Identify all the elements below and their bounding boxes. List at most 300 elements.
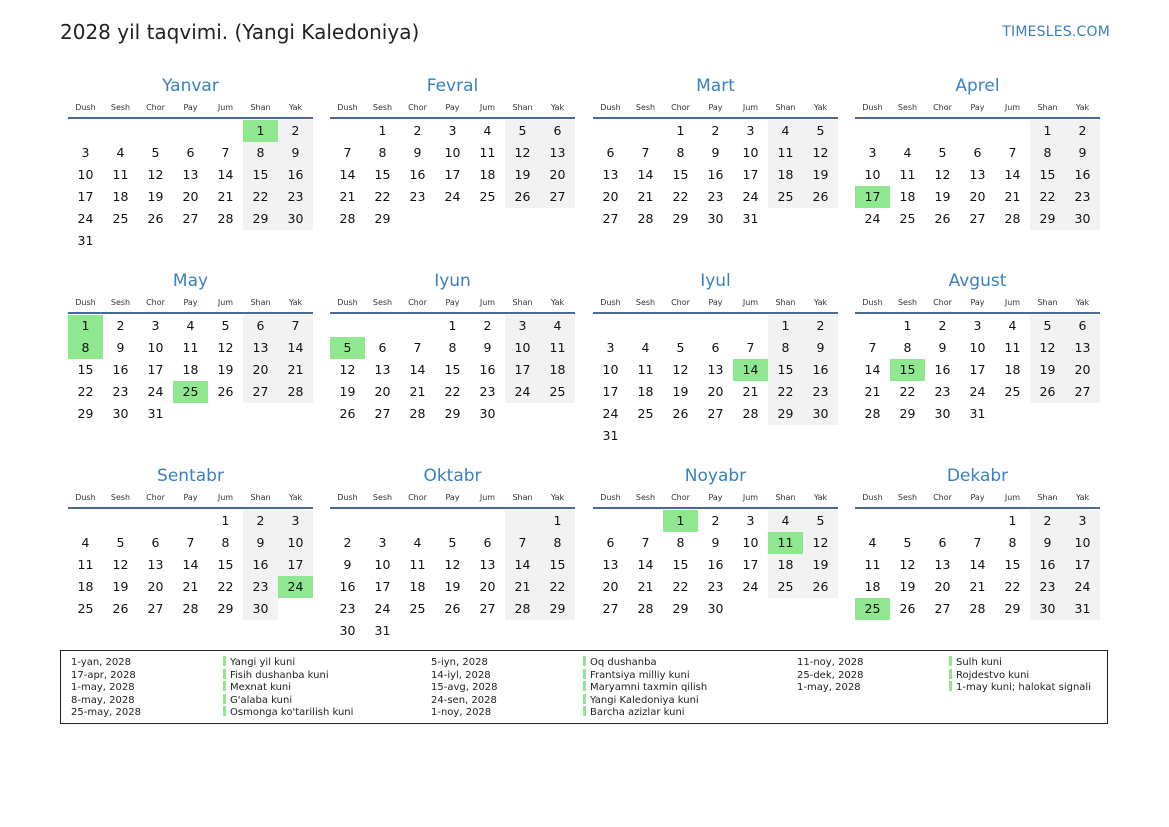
day-cell[interactable]: 22 <box>672 579 689 594</box>
day-cell[interactable]: 8 <box>1030 142 1065 164</box>
day-cell[interactable]: 2 <box>413 123 422 138</box>
day-cell[interactable]: 19 <box>803 164 838 186</box>
day-cell[interactable]: 29 <box>243 208 278 230</box>
day-cell[interactable]: 14 <box>278 337 313 359</box>
day-cell[interactable]: 11 <box>77 557 94 572</box>
day-cell[interactable]: 6 <box>606 145 615 160</box>
day-cell[interactable]: 29 <box>77 406 94 421</box>
day-cell[interactable]: 2 <box>278 120 313 142</box>
day-cell[interactable]: 30 <box>1065 208 1100 230</box>
day-cell[interactable]: 21 <box>182 579 199 594</box>
day-cell[interactable]: 28 <box>217 211 234 226</box>
day-cell[interactable]: 3 <box>378 535 387 550</box>
day-cell[interactable]: 10 <box>278 532 313 554</box>
holiday-day-cell[interactable]: 17 <box>855 186 890 208</box>
day-cell[interactable]: 31 <box>602 428 619 443</box>
day-cell[interactable]: 27 <box>374 406 391 421</box>
day-cell[interactable]: 20 <box>602 189 619 204</box>
day-cell[interactable]: 17 <box>742 557 759 572</box>
day-cell[interactable]: 9 <box>116 340 125 355</box>
day-cell[interactable]: 19 <box>672 384 689 399</box>
day-cell[interactable]: 29 <box>672 601 689 616</box>
day-cell[interactable]: 12 <box>147 167 164 182</box>
day-cell[interactable]: 7 <box>505 532 540 554</box>
day-cell[interactable]: 24 <box>505 381 540 403</box>
holiday-day-cell[interactable]: 5 <box>330 337 365 359</box>
day-cell[interactable]: 15 <box>444 362 461 377</box>
day-cell[interactable]: 2 <box>711 123 720 138</box>
day-cell[interactable]: 16 <box>934 362 951 377</box>
holiday-day-cell[interactable]: 25 <box>173 381 208 403</box>
day-cell[interactable]: 30 <box>278 208 313 230</box>
day-cell[interactable]: 29 <box>217 601 234 616</box>
day-cell[interactable]: 12 <box>1030 337 1065 359</box>
day-cell[interactable]: 16 <box>243 554 278 576</box>
day-cell[interactable]: 15 <box>1030 164 1065 186</box>
day-cell[interactable]: 31 <box>969 406 986 421</box>
day-cell[interactable]: 3 <box>746 513 755 528</box>
day-cell[interactable]: 7 <box>973 535 982 550</box>
day-cell[interactable]: 21 <box>969 579 986 594</box>
day-cell[interactable]: 2 <box>243 510 278 532</box>
day-cell[interactable]: 5 <box>448 535 457 550</box>
day-cell[interactable]: 30 <box>339 623 356 638</box>
day-cell[interactable]: 14 <box>1004 167 1021 182</box>
day-cell[interactable]: 16 <box>1030 554 1065 576</box>
day-cell[interactable]: 4 <box>768 510 803 532</box>
day-cell[interactable]: 28 <box>637 601 654 616</box>
day-cell[interactable]: 4 <box>483 123 492 138</box>
day-cell[interactable]: 10 <box>1065 532 1100 554</box>
day-cell[interactable]: 19 <box>803 554 838 576</box>
day-cell[interactable]: 22 <box>217 579 234 594</box>
day-cell[interactable]: 20 <box>540 164 575 186</box>
day-cell[interactable]: 11 <box>409 557 426 572</box>
day-cell[interactable]: 27 <box>934 601 951 616</box>
day-cell[interactable]: 17 <box>278 554 313 576</box>
day-cell[interactable]: 28 <box>278 381 313 403</box>
day-cell[interactable]: 14 <box>409 362 426 377</box>
day-cell[interactable]: 22 <box>899 384 916 399</box>
day-cell[interactable]: 4 <box>540 315 575 337</box>
day-cell[interactable]: 25 <box>112 211 129 226</box>
day-cell[interactable]: 4 <box>903 145 912 160</box>
day-cell[interactable]: 23 <box>278 186 313 208</box>
day-cell[interactable]: 2 <box>1030 510 1065 532</box>
day-cell[interactable]: 17 <box>602 384 619 399</box>
day-cell[interactable]: 24 <box>864 211 881 226</box>
day-cell[interactable]: 14 <box>505 554 540 576</box>
day-cell[interactable]: 29 <box>444 406 461 421</box>
day-cell[interactable]: 10 <box>864 167 881 182</box>
day-cell[interactable]: 7 <box>868 340 877 355</box>
day-cell[interactable]: 21 <box>505 576 540 598</box>
day-cell[interactable]: 23 <box>707 189 724 204</box>
day-cell[interactable]: 17 <box>444 167 461 182</box>
day-cell[interactable]: 7 <box>343 145 352 160</box>
day-cell[interactable]: 20 <box>147 579 164 594</box>
day-cell[interactable]: 12 <box>339 362 356 377</box>
day-cell[interactable]: 1 <box>1008 513 1017 528</box>
day-cell[interactable]: 22 <box>1004 579 1021 594</box>
day-cell[interactable]: 24 <box>1065 576 1100 598</box>
day-cell[interactable]: 18 <box>864 579 881 594</box>
day-cell[interactable]: 10 <box>969 340 986 355</box>
day-cell[interactable]: 30 <box>707 601 724 616</box>
day-cell[interactable]: 10 <box>505 337 540 359</box>
day-cell[interactable]: 9 <box>938 340 947 355</box>
day-cell[interactable]: 6 <box>151 535 160 550</box>
day-cell[interactable]: 21 <box>339 189 356 204</box>
day-cell[interactable]: 9 <box>343 557 352 572</box>
day-cell[interactable]: 1 <box>903 318 912 333</box>
day-cell[interactable]: 24 <box>444 189 461 204</box>
day-cell[interactable]: 5 <box>116 535 125 550</box>
day-cell[interactable]: 16 <box>707 167 724 182</box>
day-cell[interactable]: 5 <box>676 340 685 355</box>
day-cell[interactable]: 28 <box>182 601 199 616</box>
day-cell[interactable]: 10 <box>742 535 759 550</box>
day-cell[interactable]: 24 <box>147 384 164 399</box>
day-cell[interactable]: 18 <box>1004 362 1021 377</box>
day-cell[interactable]: 8 <box>903 340 912 355</box>
day-cell[interactable]: 9 <box>711 145 720 160</box>
day-cell[interactable]: 3 <box>448 123 457 138</box>
day-cell[interactable]: 11 <box>1004 340 1021 355</box>
holiday-day-cell[interactable]: 24 <box>278 576 313 598</box>
day-cell[interactable]: 18 <box>77 579 94 594</box>
day-cell[interactable]: 7 <box>641 535 650 550</box>
day-cell[interactable]: 26 <box>803 186 838 208</box>
day-cell[interactable]: 30 <box>803 403 838 425</box>
day-cell[interactable]: 2 <box>343 535 352 550</box>
day-cell[interactable]: 4 <box>641 340 650 355</box>
day-cell[interactable]: 8 <box>448 340 457 355</box>
day-cell[interactable]: 17 <box>374 579 391 594</box>
day-cell[interactable]: 29 <box>1030 208 1065 230</box>
day-cell[interactable]: 18 <box>479 167 496 182</box>
day-cell[interactable]: 13 <box>602 167 619 182</box>
day-cell[interactable]: 10 <box>742 145 759 160</box>
day-cell[interactable]: 19 <box>899 579 916 594</box>
day-cell[interactable]: 26 <box>444 601 461 616</box>
day-cell[interactable]: 20 <box>1065 359 1100 381</box>
day-cell[interactable]: 11 <box>864 557 881 572</box>
day-cell[interactable]: 28 <box>637 211 654 226</box>
day-cell[interactable]: 3 <box>151 318 160 333</box>
day-cell[interactable]: 14 <box>637 167 654 182</box>
day-cell[interactable]: 12 <box>444 557 461 572</box>
day-cell[interactable]: 1 <box>221 513 230 528</box>
day-cell[interactable]: 8 <box>1008 535 1017 550</box>
day-cell[interactable]: 14 <box>339 167 356 182</box>
day-cell[interactable]: 22 <box>540 576 575 598</box>
day-cell[interactable]: 8 <box>676 145 685 160</box>
day-cell[interactable]: 6 <box>186 145 195 160</box>
day-cell[interactable]: 25 <box>768 186 803 208</box>
day-cell[interactable]: 3 <box>606 340 615 355</box>
day-cell[interactable]: 29 <box>899 406 916 421</box>
day-cell[interactable]: 7 <box>221 145 230 160</box>
day-cell[interactable]: 2 <box>483 318 492 333</box>
day-cell[interactable]: 27 <box>540 186 575 208</box>
day-cell[interactable]: 23 <box>243 576 278 598</box>
day-cell[interactable]: 28 <box>505 598 540 620</box>
day-cell[interactable]: 31 <box>374 623 391 638</box>
day-cell[interactable]: 31 <box>742 211 759 226</box>
day-cell[interactable]: 20 <box>707 384 724 399</box>
day-cell[interactable]: 17 <box>742 167 759 182</box>
day-cell[interactable]: 25 <box>409 601 426 616</box>
day-cell[interactable]: 9 <box>278 142 313 164</box>
day-cell[interactable]: 4 <box>1008 318 1017 333</box>
day-cell[interactable]: 13 <box>243 337 278 359</box>
day-cell[interactable]: 26 <box>1030 381 1065 403</box>
day-cell[interactable]: 9 <box>1065 142 1100 164</box>
day-cell[interactable]: 22 <box>77 384 94 399</box>
day-cell[interactable]: 12 <box>899 557 916 572</box>
day-cell[interactable]: 30 <box>1030 598 1065 620</box>
day-cell[interactable]: 3 <box>81 145 90 160</box>
day-cell[interactable]: 9 <box>483 340 492 355</box>
day-cell[interactable]: 26 <box>112 601 129 616</box>
day-cell[interactable]: 15 <box>243 164 278 186</box>
day-cell[interactable]: 29 <box>374 211 391 226</box>
day-cell[interactable]: 23 <box>707 579 724 594</box>
day-cell[interactable]: 25 <box>637 406 654 421</box>
day-cell[interactable]: 12 <box>112 557 129 572</box>
day-cell[interactable]: 29 <box>672 211 689 226</box>
day-cell[interactable]: 7 <box>1008 145 1017 160</box>
day-cell[interactable]: 18 <box>768 164 803 186</box>
day-cell[interactable]: 5 <box>221 318 230 333</box>
day-cell[interactable]: 19 <box>444 579 461 594</box>
day-cell[interactable]: 29 <box>540 598 575 620</box>
day-cell[interactable]: 2 <box>938 318 947 333</box>
day-cell[interactable]: 25 <box>1004 384 1021 399</box>
day-cell[interactable]: 12 <box>803 532 838 554</box>
day-cell[interactable]: 2 <box>803 315 838 337</box>
day-cell[interactable]: 24 <box>602 406 619 421</box>
day-cell[interactable]: 15 <box>672 167 689 182</box>
day-cell[interactable]: 23 <box>409 189 426 204</box>
day-cell[interactable]: 6 <box>243 315 278 337</box>
day-cell[interactable]: 16 <box>707 557 724 572</box>
day-cell[interactable]: 30 <box>707 211 724 226</box>
day-cell[interactable]: 25 <box>899 211 916 226</box>
day-cell[interactable]: 3 <box>505 315 540 337</box>
day-cell[interactable]: 9 <box>803 337 838 359</box>
day-cell[interactable]: 15 <box>672 557 689 572</box>
day-cell[interactable]: 19 <box>147 189 164 204</box>
day-cell[interactable]: 21 <box>742 384 759 399</box>
day-cell[interactable]: 13 <box>602 557 619 572</box>
day-cell[interactable]: 6 <box>938 535 947 550</box>
day-cell[interactable]: 6 <box>540 120 575 142</box>
day-cell[interactable]: 9 <box>243 532 278 554</box>
day-cell[interactable]: 15 <box>374 167 391 182</box>
day-cell[interactable]: 21 <box>864 384 881 399</box>
day-cell[interactable]: 12 <box>803 142 838 164</box>
day-cell[interactable]: 11 <box>540 337 575 359</box>
day-cell[interactable]: 29 <box>1004 601 1021 616</box>
day-cell[interactable]: 15 <box>217 557 234 572</box>
day-cell[interactable]: 5 <box>505 120 540 142</box>
day-cell[interactable]: 22 <box>672 189 689 204</box>
day-cell[interactable]: 20 <box>602 579 619 594</box>
day-cell[interactable]: 1 <box>540 510 575 532</box>
day-cell[interactable]: 13 <box>934 557 951 572</box>
day-cell[interactable]: 26 <box>803 576 838 598</box>
holiday-day-cell[interactable]: 1 <box>243 120 278 142</box>
day-cell[interactable]: 18 <box>768 554 803 576</box>
day-cell[interactable]: 1 <box>448 318 457 333</box>
day-cell[interactable]: 27 <box>243 381 278 403</box>
day-cell[interactable]: 27 <box>602 211 619 226</box>
day-cell[interactable]: 24 <box>374 601 391 616</box>
day-cell[interactable]: 18 <box>182 362 199 377</box>
day-cell[interactable]: 26 <box>899 601 916 616</box>
day-cell[interactable]: 20 <box>969 189 986 204</box>
day-cell[interactable]: 17 <box>77 189 94 204</box>
day-cell[interactable]: 15 <box>77 362 94 377</box>
day-cell[interactable]: 2 <box>711 513 720 528</box>
holiday-day-cell[interactable]: 15 <box>890 359 925 381</box>
day-cell[interactable]: 1 <box>768 315 803 337</box>
day-cell[interactable]: 21 <box>637 189 654 204</box>
day-cell[interactable]: 23 <box>1065 186 1100 208</box>
day-cell[interactable]: 18 <box>112 189 129 204</box>
day-cell[interactable]: 19 <box>339 384 356 399</box>
day-cell[interactable]: 29 <box>768 403 803 425</box>
day-cell[interactable]: 17 <box>147 362 164 377</box>
day-cell[interactable]: 14 <box>969 557 986 572</box>
day-cell[interactable]: 5 <box>1030 315 1065 337</box>
day-cell[interactable]: 10 <box>602 362 619 377</box>
day-cell[interactable]: 23 <box>112 384 129 399</box>
day-cell[interactable]: 10 <box>77 167 94 182</box>
day-cell[interactable]: 25 <box>768 576 803 598</box>
day-cell[interactable]: 28 <box>339 211 356 226</box>
day-cell[interactable]: 2 <box>116 318 125 333</box>
day-cell[interactable]: 8 <box>378 145 387 160</box>
day-cell[interactable]: 3 <box>746 123 755 138</box>
day-cell[interactable]: 28 <box>742 406 759 421</box>
day-cell[interactable]: 11 <box>637 362 654 377</box>
day-cell[interactable]: 28 <box>969 601 986 616</box>
day-cell[interactable]: 15 <box>1004 557 1021 572</box>
day-cell[interactable]: 1 <box>378 123 387 138</box>
day-cell[interactable]: 14 <box>637 557 654 572</box>
day-cell[interactable]: 5 <box>151 145 160 160</box>
day-cell[interactable]: 24 <box>969 384 986 399</box>
day-cell[interactable]: 23 <box>803 381 838 403</box>
day-cell[interactable]: 21 <box>217 189 234 204</box>
day-cell[interactable]: 16 <box>112 362 129 377</box>
day-cell[interactable]: 26 <box>505 186 540 208</box>
day-cell[interactable]: 24 <box>742 579 759 594</box>
day-cell[interactable]: 26 <box>217 384 234 399</box>
day-cell[interactable]: 27 <box>479 601 496 616</box>
day-cell[interactable]: 16 <box>803 359 838 381</box>
day-cell[interactable]: 31 <box>147 406 164 421</box>
day-cell[interactable]: 26 <box>934 211 951 226</box>
day-cell[interactable]: 21 <box>409 384 426 399</box>
day-cell[interactable]: 1 <box>1030 120 1065 142</box>
day-cell[interactable]: 25 <box>479 189 496 204</box>
day-cell[interactable]: 9 <box>413 145 422 160</box>
day-cell[interactable]: 19 <box>217 362 234 377</box>
day-cell[interactable]: 13 <box>479 557 496 572</box>
day-cell[interactable]: 4 <box>116 145 125 160</box>
day-cell[interactable]: 10 <box>147 340 164 355</box>
day-cell[interactable]: 7 <box>641 145 650 160</box>
day-cell[interactable]: 6 <box>973 145 982 160</box>
day-cell[interactable]: 14 <box>864 362 881 377</box>
day-cell[interactable]: 27 <box>707 406 724 421</box>
holiday-day-cell[interactable]: 1 <box>663 510 698 532</box>
day-cell[interactable]: 18 <box>899 189 916 204</box>
day-cell[interactable]: 20 <box>374 384 391 399</box>
day-cell[interactable]: 11 <box>479 145 496 160</box>
day-cell[interactable]: 1 <box>676 123 685 138</box>
day-cell[interactable]: 23 <box>1030 576 1065 598</box>
day-cell[interactable]: 13 <box>1065 337 1100 359</box>
day-cell[interactable]: 22 <box>768 381 803 403</box>
day-cell[interactable]: 17 <box>1065 554 1100 576</box>
day-cell[interactable]: 23 <box>934 384 951 399</box>
day-cell[interactable]: 15 <box>540 554 575 576</box>
day-cell[interactable]: 13 <box>182 167 199 182</box>
day-cell[interactable]: 28 <box>1004 211 1021 226</box>
day-cell[interactable]: 3 <box>868 145 877 160</box>
day-cell[interactable]: 7 <box>413 340 422 355</box>
day-cell[interactable]: 19 <box>934 189 951 204</box>
day-cell[interactable]: 11 <box>112 167 129 182</box>
day-cell[interactable]: 22 <box>374 189 391 204</box>
day-cell[interactable]: 4 <box>868 535 877 550</box>
day-cell[interactable]: 13 <box>707 362 724 377</box>
day-cell[interactable]: 31 <box>77 233 94 248</box>
day-cell[interactable]: 6 <box>711 340 720 355</box>
day-cell[interactable]: 27 <box>1065 381 1100 403</box>
day-cell[interactable]: 27 <box>969 211 986 226</box>
day-cell[interactable]: 5 <box>803 120 838 142</box>
day-cell[interactable]: 11 <box>182 340 199 355</box>
day-cell[interactable]: 13 <box>969 167 986 182</box>
day-cell[interactable]: 10 <box>444 145 461 160</box>
day-cell[interactable]: 6 <box>1065 315 1100 337</box>
day-cell[interactable]: 21 <box>1004 189 1021 204</box>
day-cell[interactable]: 25 <box>540 381 575 403</box>
day-cell[interactable]: 10 <box>374 557 391 572</box>
day-cell[interactable]: 18 <box>540 359 575 381</box>
day-cell[interactable]: 7 <box>186 535 195 550</box>
holiday-day-cell[interactable]: 25 <box>855 598 890 620</box>
day-cell[interactable]: 22 <box>1030 186 1065 208</box>
day-cell[interactable]: 23 <box>479 384 496 399</box>
day-cell[interactable]: 26 <box>672 406 689 421</box>
day-cell[interactable]: 25 <box>77 601 94 616</box>
day-cell[interactable]: 30 <box>112 406 129 421</box>
day-cell[interactable]: 16 <box>409 167 426 182</box>
day-cell[interactable]: 3 <box>1065 510 1100 532</box>
day-cell[interactable]: 6 <box>483 535 492 550</box>
day-cell[interactable]: 19 <box>1030 359 1065 381</box>
day-cell[interactable]: 13 <box>147 557 164 572</box>
day-cell[interactable]: 22 <box>243 186 278 208</box>
day-cell[interactable]: 31 <box>1065 598 1100 620</box>
